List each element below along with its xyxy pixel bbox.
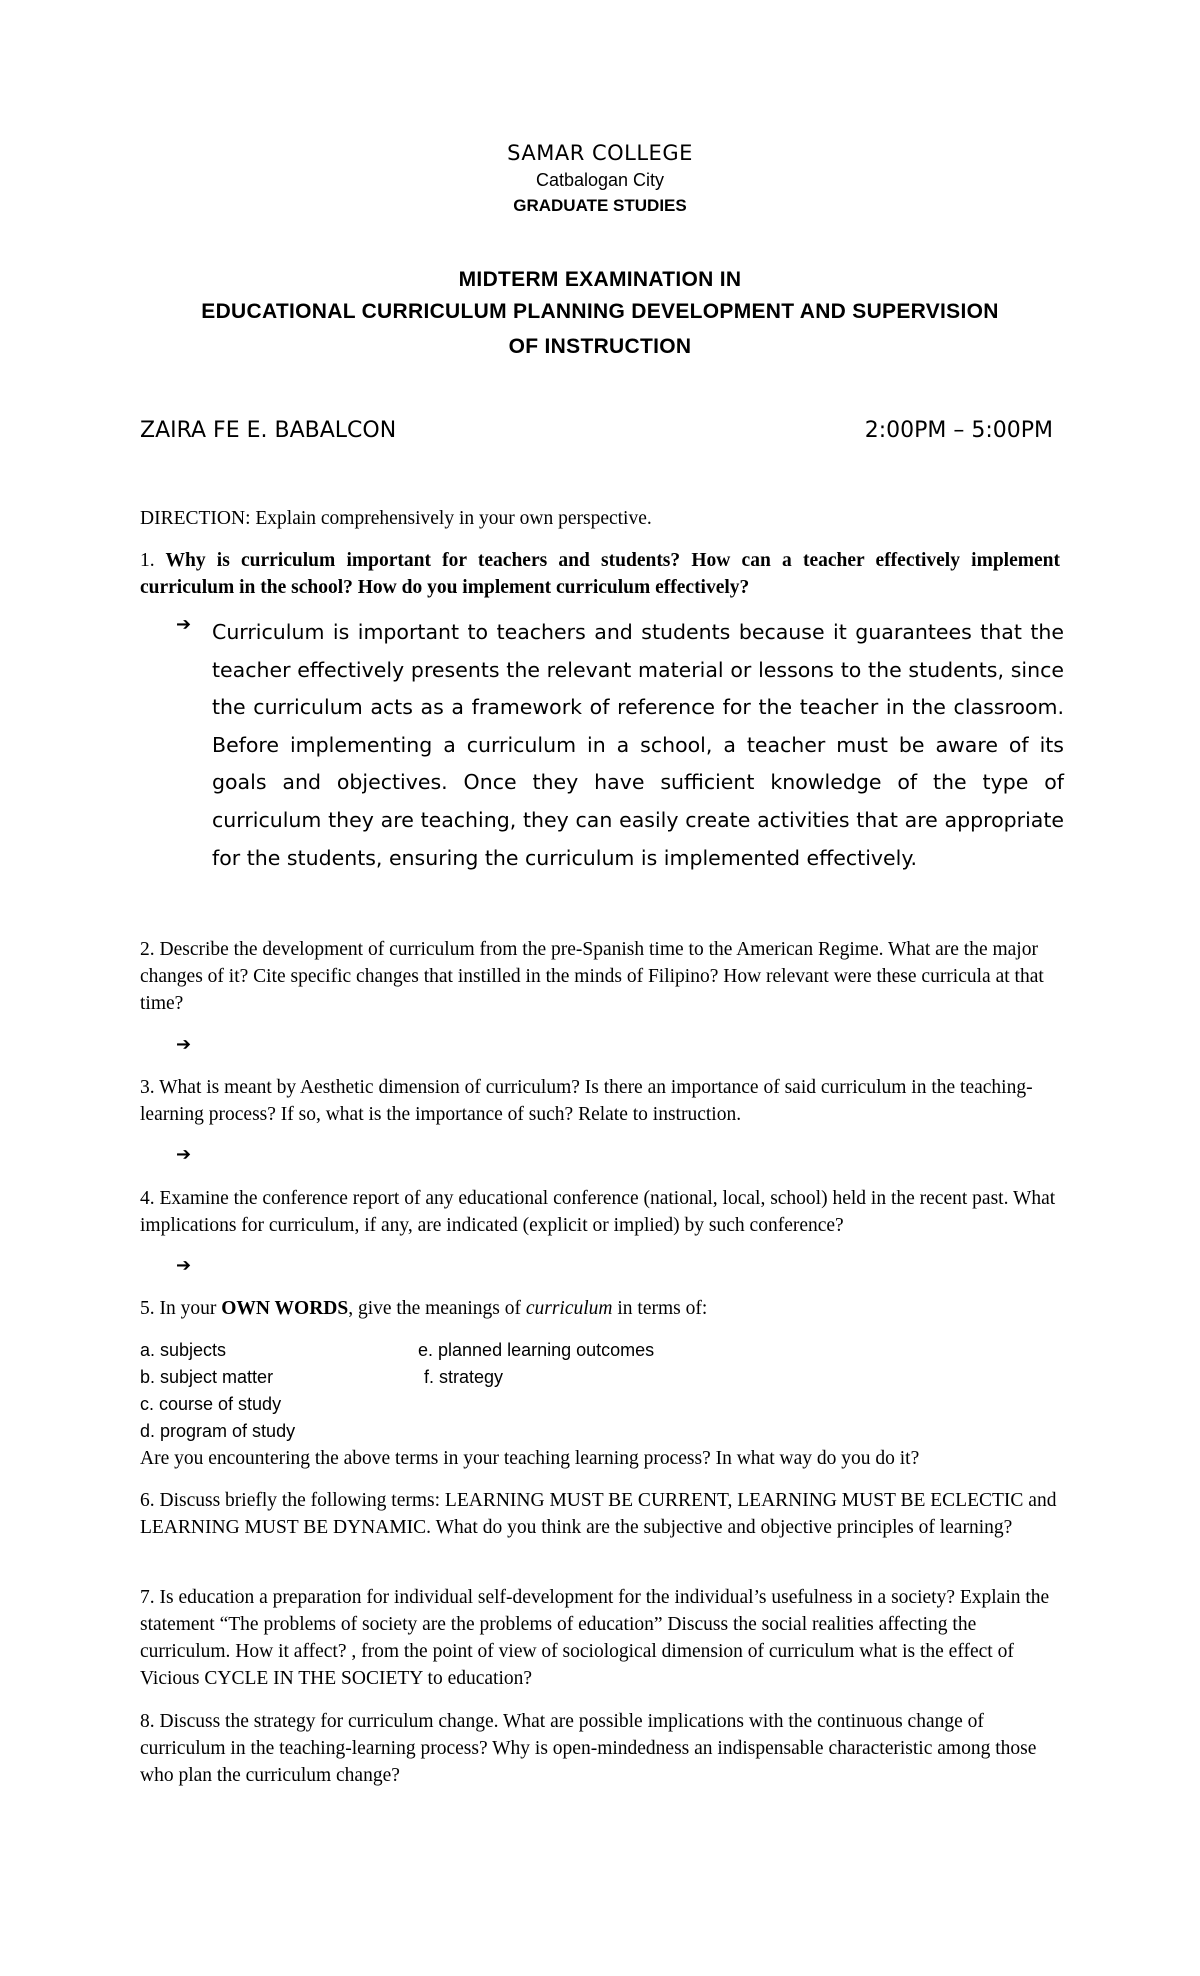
term-item: a. subjects — [140, 1340, 227, 1360]
question-1-number: 1. — [140, 550, 155, 571]
arrow-bullet-icon: ➔ — [176, 1255, 192, 1276]
exam-time: 2:00PM – 5:00PM — [864, 418, 1053, 443]
question-2: 2. Describe the development of curriculum from the pre-Spanish time to the American Regime. What are the major changes of it? Cite specific changes that instilled in the minds of Filipino? How relevant were these curricula at that time? — [140, 939, 1044, 1014]
term-item: b. subject matter — [140, 1367, 274, 1387]
school-city: Catbalogan City — [535, 170, 665, 190]
question-5 — [140, 1295, 1060, 1322]
question-5-prefix: 5. In your — [140, 1298, 222, 1319]
answer-1 — [176, 614, 1064, 877]
question-5-term: curriculum — [525, 1298, 613, 1319]
arrow-bullet-icon: ➔ — [176, 1144, 192, 1165]
term-item: e. planned learning outcomes — [418, 1340, 655, 1360]
arrow-bullet-icon: ➔ — [176, 614, 192, 635]
student-name: ZAIRA FE E. BABALCON — [140, 418, 397, 443]
answer-1-text: Curriculum is important to teachers and students because it guarantees that the teacher effectively presents the relevant material or lessons to the students, since the curriculum acts as a framework of reference for the teacher in the classroom. Before implementing a curriculum in a school, a teacher must be aware of its goals and objectives. Once they have sufficient knowledge of the type of curriculum they are teaching, they can easily create activities that are appropriate for the students, ensuring the curriculum is implemented effectively. — [212, 620, 1064, 870]
question-8: 8. Discuss the strategy for curriculum change. What are possible implications with the continuous change of curriculum in the teaching-learning process? Why is open-mindedness an indispensable characteristic among those who plan the curriculum change? — [140, 1711, 1037, 1786]
question-4: 4. Examine the conference report of any educational conference (national, local, school) held in the recent past. What implications for curriculum, if any, are indicated (explicit or implied) by such conference? — [140, 1188, 1056, 1236]
direction-text: DIRECTION: Explain comprehensively in your own perspective. — [140, 508, 652, 529]
question-5-middle: , give the meanings of — [348, 1298, 526, 1319]
arrow-bullet-icon: ➔ — [176, 1034, 192, 1055]
question-5-suffix: in terms of: — [612, 1298, 708, 1319]
terms-list-left — [140, 1337, 295, 1445]
question-5-own-words: OWN WORDS — [221, 1298, 349, 1319]
question-1-text: Why is curriculum important for teachers and students? How can a teacher effectively implement curriculum in the school? How do you implement curriculum effectively? — [140, 550, 1060, 598]
exam-title-line-3: OF INSTRUCTION — [508, 335, 692, 358]
question-3: 3. What is meant by Aesthetic dimension of curriculum? Is there an importance of said curriculum in the teaching-learning process? If so, what is the importance of such? Relate to instruction. — [140, 1077, 1033, 1125]
term-item: f. strategy — [424, 1367, 504, 1387]
term-item: d. program of study — [140, 1421, 296, 1441]
question-7: 7. Is education a preparation for individual self-development for the individual’s usefulness in a society? Explain the statement “The problems of society are the problems of education” Discuss the social realities affecting the curriculum. How it affect? , from the point of view of sociological dimension of curriculum what is the effect of Vicious CYCLE IN THE SOCIETY to education? — [140, 1587, 1050, 1689]
terms-list-right — [418, 1337, 654, 1391]
term-item: c. course of study — [140, 1394, 282, 1414]
exam-title-line-2: EDUCATIONAL CURRICULUM PLANNING DEVELOPMENT AND SUPERVISION — [201, 300, 999, 323]
school-name: SAMAR COLLEGE — [507, 141, 693, 165]
question-5-followup: Are you encountering the above terms in your teaching learning process? In what way do you do it? — [140, 1448, 920, 1469]
school-department: GRADUATE STUDIES — [513, 196, 687, 215]
question-1 — [140, 547, 1060, 601]
question-6: 6. Discuss briefly the following terms: LEARNING MUST BE CURRENT, LEARNING MUST BE ECLECTIC and LEARNING MUST BE DYNAMIC. What do you think are the subjective and objective principles of learning? — [140, 1490, 1057, 1538]
exam-title-line-1: MIDTERM EXAMINATION IN — [458, 268, 742, 291]
